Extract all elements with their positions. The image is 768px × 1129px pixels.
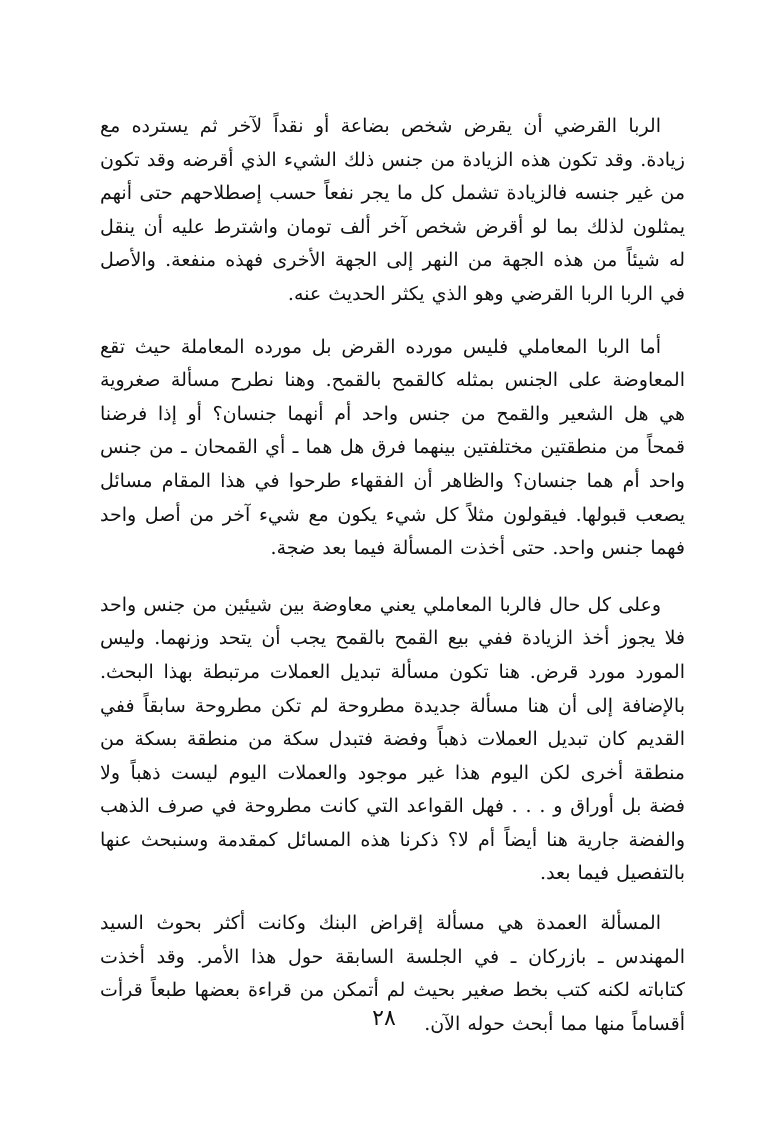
paragraph-usury-loan: الربا القرضي أن يقرض شخص بضاعة أو نقداً لآخر ثم يسترده مع زيادة. وقد تكون هذه الزيادة من جنس ذلك الشيء الذي أقرضه وقد تكون من غير جنسه فالزيادة تشمل كل ما يجر نفعاً حسب إصطلاحهم حتى أنهم يمثلون لذلك بما لو أقرض شخص آخر ألف تومان واشترط عليه أن ينقل له شيئاً من هذه الجهة من النهر إلى الجهة الأخرى فهذه منفعة. والأصل في الربا الربا القرضي وهو الذي يكثر الحديث عنه.	[100, 115, 685, 305]
page-number: ٢٨	[372, 1006, 396, 1031]
paragraph-usury-transaction: أما الربا المعاملي فليس مورده القرض بل مورده المعاملة حيث تقع المعاوضة على الجنس بمثله كالقمح بالقمح. وهنا نطرح مسألة صغروية هي هل الشعير والقمح من جنس واحد أم أنهما جنسان؟ أو إذا فرضنا قمحاً من منطقتين مختلفتين بينهما فرق هل هما ـ أي القمحان ـ من جنس واحد أم هما جنسان؟ والظاهر أن الفقهاء طرحوا في هذا المقام مسائل يصعب قبولها. فيقولون مثلاً كل شيء يكون مع شيء آخر من أصل واحد فهما جنس واحد. حتى أخذت المسألة فيما بعد ضجة.	[100, 335, 685, 560]
paragraph-currency-exchange: وعلى كل حال فالربا المعاملي يعني معاوضة بين شيئين من جنس واحد فلا يجوز أخذ الزيادة ففي بيع القمح بالقمح يجب أن يتحد وزنهما. وليس المورد مورد قرض. هنا تكون مسألة تبديل العملات مرتبطة بهذا البحث. بالإضافة إلى أن هنا مسألة جديدة مطروحة لم تكن مطروحة سابقاً ففي القديم كان تبديل العملات ذهباً وفضة فتبدل سكة من منطقة بسكة من منطقة أخرى لكن اليوم هذا غير موجود والعملات اليوم ليست ذهباً ولا فضة بل أوراق و . . . فهل القواعد التي كانت مطروحة في صرف الذهب والفضة جارية هنا أيضاً أم لا؟ ذكرنا هذه المسائل كمقدمة وسنبحث عنها بالتفصيل فيما بعد.	[100, 593, 685, 885]
body-text	[100, 110, 685, 1041]
paragraph-bank-lending: المسألة العمدة هي مسألة إقراض البنك وكانت أكثر بحوث السيد المهندس ـ بازركان ـ في الجلسة السابقة حول هذا الأمر. وقد أخذت كتاباته لكنه كتب بخط صغير بحيث لم أتمكن من قراءة بعضها طبعاً قرأت أقساماً منها مما أبحث حوله الآن.	[100, 912, 685, 1035]
